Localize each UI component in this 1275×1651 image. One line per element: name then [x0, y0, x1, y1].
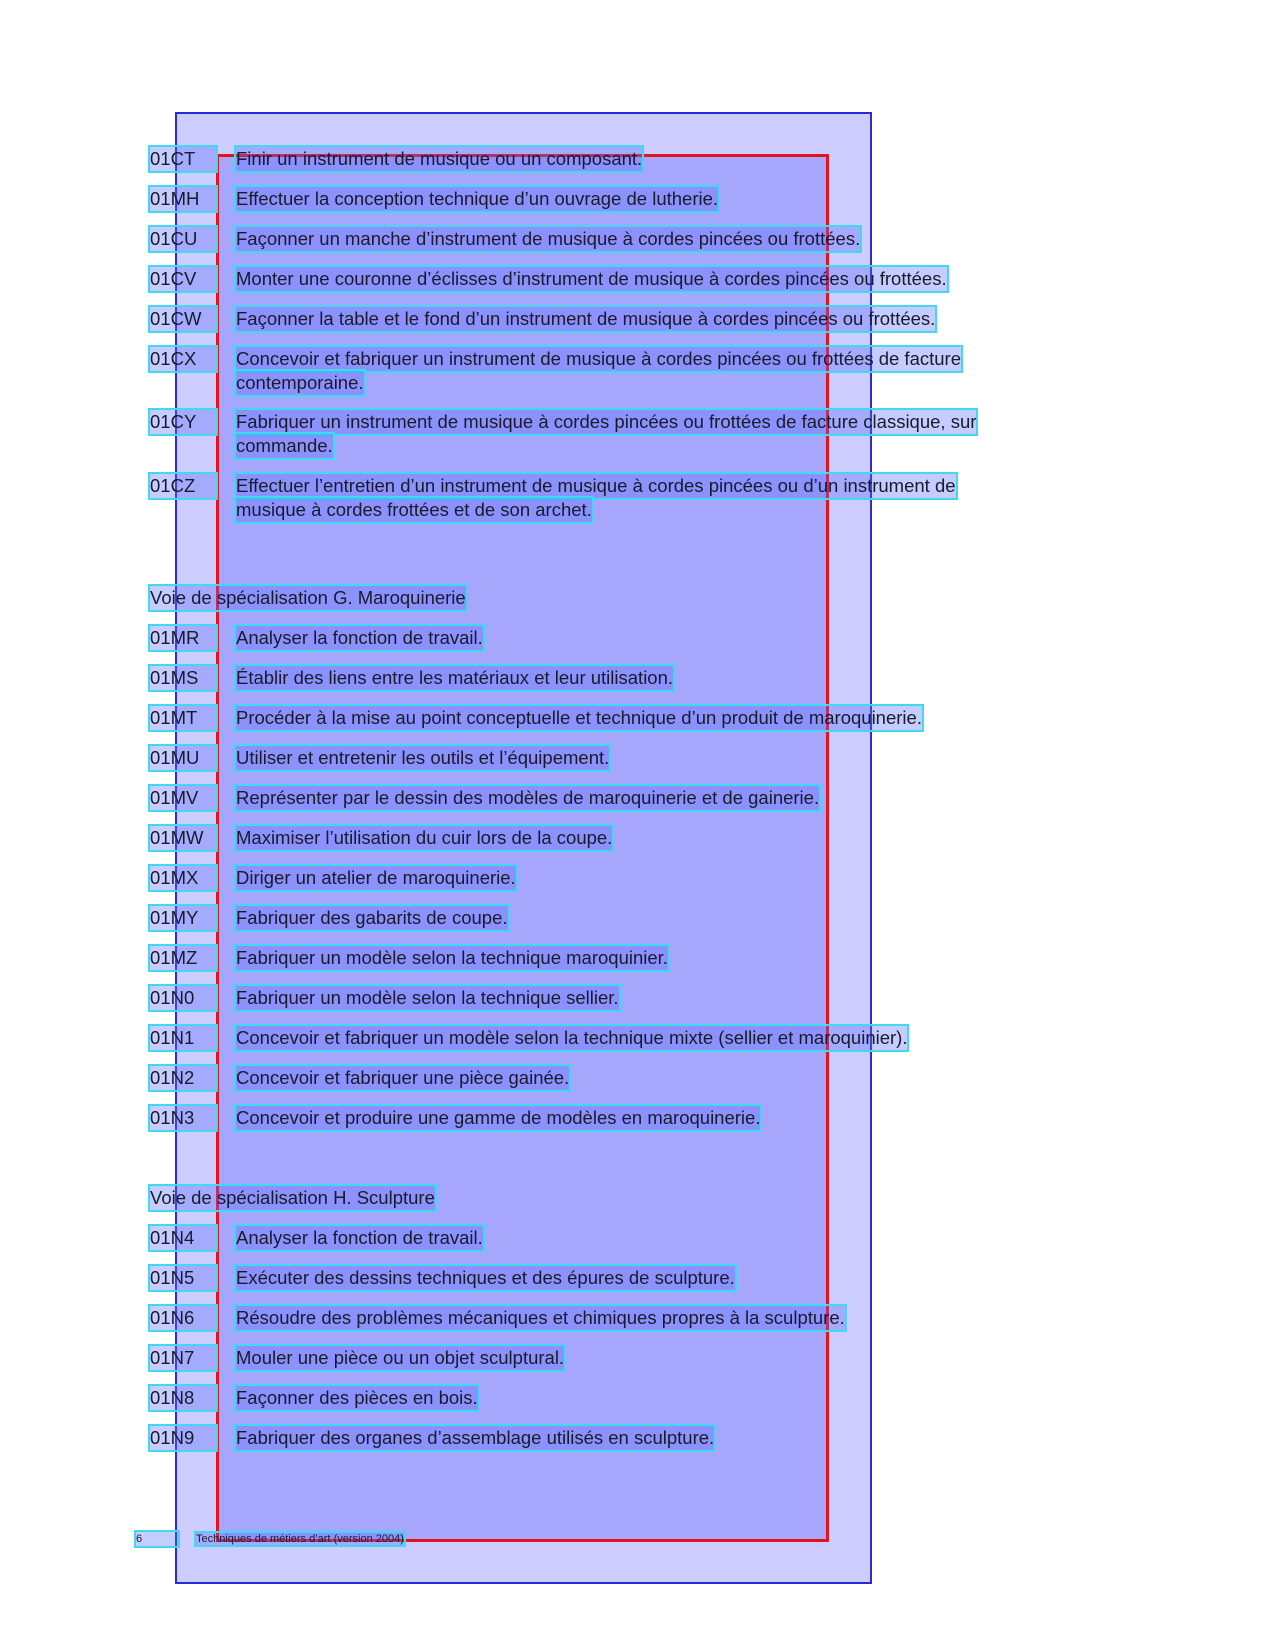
competency-description	[236, 706, 922, 730]
competency-description	[236, 147, 642, 171]
description-line: Analyser la fonction de travail.	[236, 1227, 483, 1248]
competency-code: 01N1	[150, 1026, 216, 1050]
competency-description	[236, 347, 961, 395]
description-line: Concevoir et produire une gamme de modèles en maroquinerie.	[236, 1107, 761, 1128]
description-line: Exécuter des dessins techniques et des épures de sculpture.	[236, 1267, 735, 1288]
competency-code: 01CT	[150, 147, 216, 171]
competency-code: 01N9	[150, 1426, 216, 1450]
competency-description	[236, 227, 860, 251]
competency-code: 01CW	[150, 307, 216, 331]
description-line: Diriger un atelier de maroquinerie.	[236, 867, 516, 888]
competency-description	[236, 1306, 845, 1330]
competency-code: 01N5	[150, 1266, 216, 1290]
page-footer	[136, 1532, 404, 1546]
description-line: Utiliser et entretenir les outils et l’équipement.	[236, 747, 610, 768]
section-heading-maroquinerie: Voie de spécialisation G. Maroquinerie	[150, 587, 466, 608]
description-line: contemporaine.	[236, 372, 364, 393]
competency-description	[236, 267, 947, 291]
competency-description	[236, 410, 976, 458]
description-line: Façonner la table et le fond d’un instrument de musique à cordes pincées ou frottées.	[236, 308, 936, 329]
competency-code: 01MH	[150, 187, 216, 211]
description-line: Représenter par le dessin des modèles de maroquinerie et de gainerie.	[236, 787, 820, 808]
competency-description	[236, 626, 483, 650]
description-line: Fabriquer un modèle selon la technique sellier.	[236, 987, 619, 1008]
description-line: Résoudre des problèmes mécaniques et chimiques propres à la sculpture.	[236, 1307, 845, 1328]
description-line: commande.	[236, 435, 333, 456]
competency-code: 01N7	[150, 1346, 216, 1370]
competency-description	[236, 1066, 569, 1090]
description-line: Monter une couronne d’éclisses d’instrument de musique à cordes pincées ou frottées.	[236, 268, 947, 289]
competency-code: 01N4	[150, 1226, 216, 1250]
competency-code: 01N0	[150, 986, 216, 1010]
competency-description	[236, 1386, 478, 1410]
competency-description	[236, 946, 668, 970]
competency-code: 01N6	[150, 1306, 216, 1330]
competency-description	[236, 826, 612, 850]
description-line: Procéder à la mise au point conceptuelle et technique d’un produit de maroquinerie.	[236, 707, 922, 728]
competency-description	[236, 746, 609, 770]
competency-description	[236, 906, 508, 930]
competency-description	[236, 187, 718, 211]
competency-description	[236, 866, 516, 890]
description-line: Façonner des pièces en bois.	[236, 1387, 478, 1408]
competency-code: 01CY	[150, 410, 216, 434]
description-line: Façonner un manche d’instrument de musique à cordes pincées ou frottées.	[236, 228, 861, 249]
description-line: Fabriquer un modèle selon la technique maroquinier.	[236, 947, 668, 968]
competency-code: 01MV	[150, 786, 216, 810]
competency-code: 01MT	[150, 706, 216, 730]
description-line: Analyser la fonction de travail.	[236, 627, 483, 648]
competency-description	[236, 986, 619, 1010]
page-number: 6	[136, 1532, 178, 1546]
competency-description	[236, 786, 819, 810]
competency-code: 01MY	[150, 906, 216, 930]
competency-description	[236, 666, 673, 690]
competency-description	[236, 1106, 760, 1130]
description-line: Fabriquer un instrument de musique à cordes pincées ou frottées de facture classique, sur	[236, 411, 977, 432]
description-line: Effectuer l’entretien d’un instrument de musique à cordes pincées ou d’un instrument de	[236, 475, 956, 496]
competency-code: 01MW	[150, 826, 216, 850]
competency-code: 01CX	[150, 347, 216, 371]
description-line: Concevoir et fabriquer une pièce gainée.	[236, 1067, 570, 1088]
competency-code: 01MZ	[150, 946, 216, 970]
description-line: musique à cordes frottées et de son archet.	[236, 499, 592, 520]
description-line: Fabriquer des gabarits de coupe.	[236, 907, 508, 928]
competency-code: 01MX	[150, 866, 216, 890]
competency-description	[236, 1026, 907, 1050]
description-line: Fabriquer des organes d’assemblage utilisés en sculpture.	[236, 1427, 715, 1448]
description-line: Concevoir et fabriquer un modèle selon la technique mixte (sellier et maroquinier).	[236, 1027, 908, 1048]
description-line: Finir un instrument de musique ou un composant.	[236, 148, 643, 169]
competency-code: 01N3	[150, 1106, 216, 1130]
competency-description	[236, 1426, 714, 1450]
competency-description	[236, 1226, 483, 1250]
competency-code: 01MR	[150, 626, 216, 650]
section-heading-sculpture: Voie de spécialisation H. Sculpture	[150, 1187, 435, 1208]
competency-code: 01CZ	[150, 474, 216, 498]
competency-code: 01CV	[150, 267, 216, 291]
competency-code: 01N8	[150, 1386, 216, 1410]
competency-description	[236, 307, 935, 331]
competency-description	[236, 474, 956, 522]
description-line: Établir des liens entre les matériaux et leur utilisation.	[236, 667, 674, 688]
description-line: Mouler une pièce ou un objet sculptural.	[236, 1347, 565, 1368]
competency-code: 01MU	[150, 746, 216, 770]
competency-description	[236, 1346, 564, 1370]
competency-code: 01MS	[150, 666, 216, 690]
description-line: Effectuer la conception technique d’un ouvrage de lutherie.	[236, 188, 719, 209]
footer-text: Techniques de métiers d’art (version 2004)	[196, 1533, 404, 1545]
competency-code: 01N2	[150, 1066, 216, 1090]
description-line: Concevoir et fabriquer un instrument de musique à cordes pincées ou frottées de facture	[236, 348, 961, 369]
description-line: Maximiser l’utilisation du cuir lors de la coupe.	[236, 827, 613, 848]
competency-code: 01CU	[150, 227, 216, 251]
competency-description	[236, 1266, 735, 1290]
